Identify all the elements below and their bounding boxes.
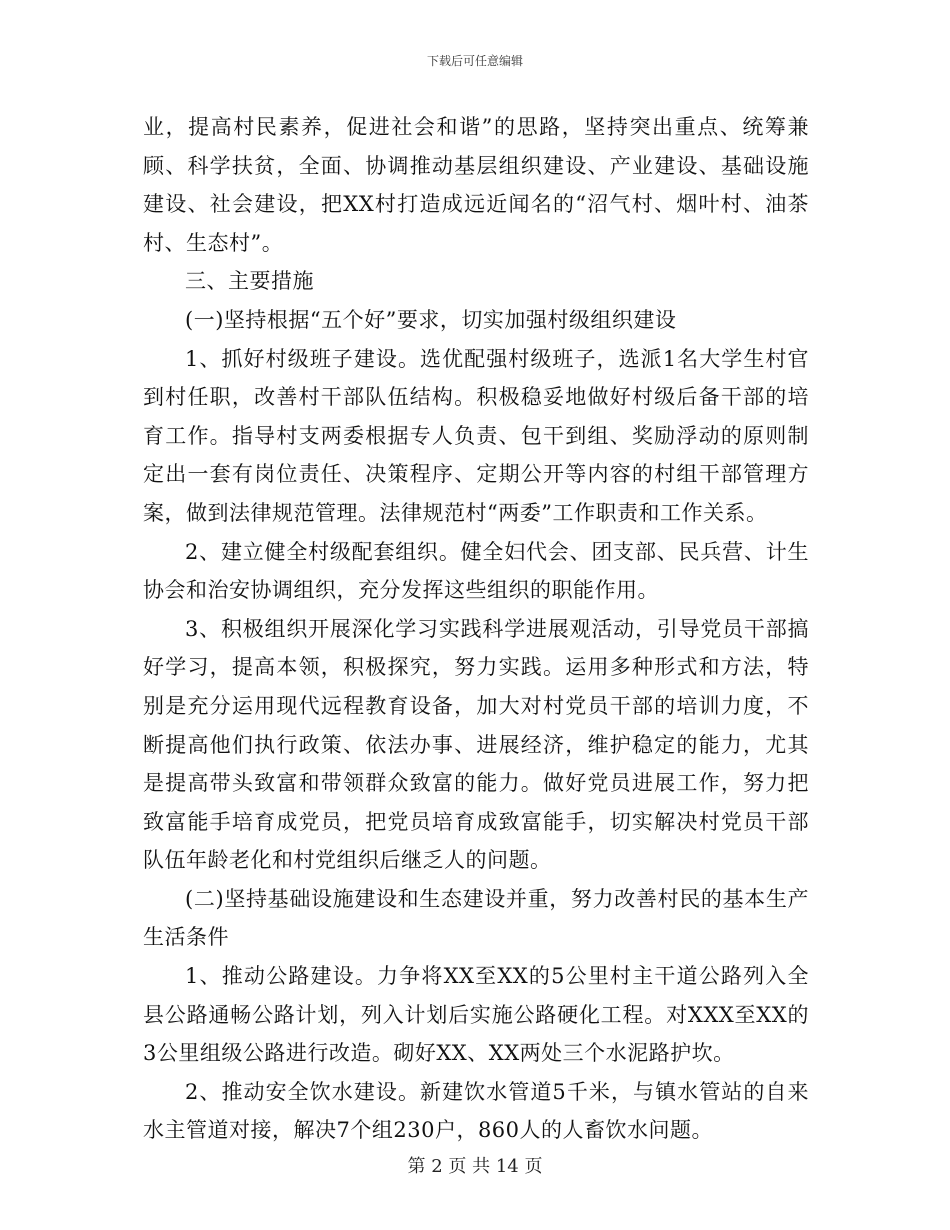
paragraph-item-3: 3、积极组织开展深化学习实践科学进展观活动，引导党员干部搞好学习，提高本领，积极探究，努力实践。运用多种形式和方法，特别是充分运用现代远程教育设备，加大对村党员干部的培训力度，不断提高他们执行政策、依法办事、进展经济，维护稳定的能力，尤其是提高带头致富和带领群众致富的能力。做好党员进展工作，努力把致富能手培育成党员，把党员培育成致富能手，切实解决村党员干部队伍年龄老化和村党组织后继乏人的问题。 — [143, 616, 809, 873]
paragraph-item-2: 2、建立健全村级配套组织。健全妇代会、团支部、民兵营、计生协会和治安协调组织，充分发挥这些组织的职能作用。 — [143, 539, 809, 603]
document-body — [143, 108, 809, 1150]
page-header: 下载后可任意编辑 — [426, 54, 523, 68]
section-heading-measures: 三、主要措施 — [185, 269, 314, 294]
paragraph-1: 业，提高村民素养，促进社会和谐”的思路，坚持突出重点、统筹兼顾、科学扶贫，全面、协调推动基层组织建设、产业建设、基础设施建设、社会建设，把XX村打造成远近闻名的“沼气村、烟叶村、油茶村、生态村”。 — [143, 115, 809, 255]
subsection-heading-1: (一)坚持根据“五个好”要求，切实加强村级组织建设 — [185, 307, 677, 332]
paragraph-item-1: 1、抓好村级班子建设。选优配强村级班子，选派1名大学生村官到村任职，改善村干部队伍结构。积极稳妥地做好村级后备干部的培育工作。指导村支两委根据专人负责、包干到组、奖励浮动的原则制定出一套有岗位责任、决策程序、定期公开等内容的村组干部管理方案，做到法律规范管理。法律规范村“两委”工作职责和工作关系。 — [143, 346, 809, 525]
subsection-heading-2: (二)坚持基础设施建设和生态建设并重，努力改善村民的基本生产生活条件 — [143, 886, 809, 950]
paragraph-item-water: 2、推动安全饮水建设。新建饮水管道5千米，与镇水管站的自来水主管道对接，解决7个组230户，860人的人畜饮水问题。 — [143, 1079, 809, 1143]
page-footer: 第 2 页 共 14 页 — [407, 1156, 543, 1177]
paragraph-item-road: 1、推动公路建设。力争将XX至XX的5公里村主干道公路列入全县公路通畅公路计划，列入计划后实施公路硬化工程。对XXX至XX的3公里组级公路进行改造。砌好XX、XX两处三个水泥路护坎。 — [143, 964, 809, 1066]
